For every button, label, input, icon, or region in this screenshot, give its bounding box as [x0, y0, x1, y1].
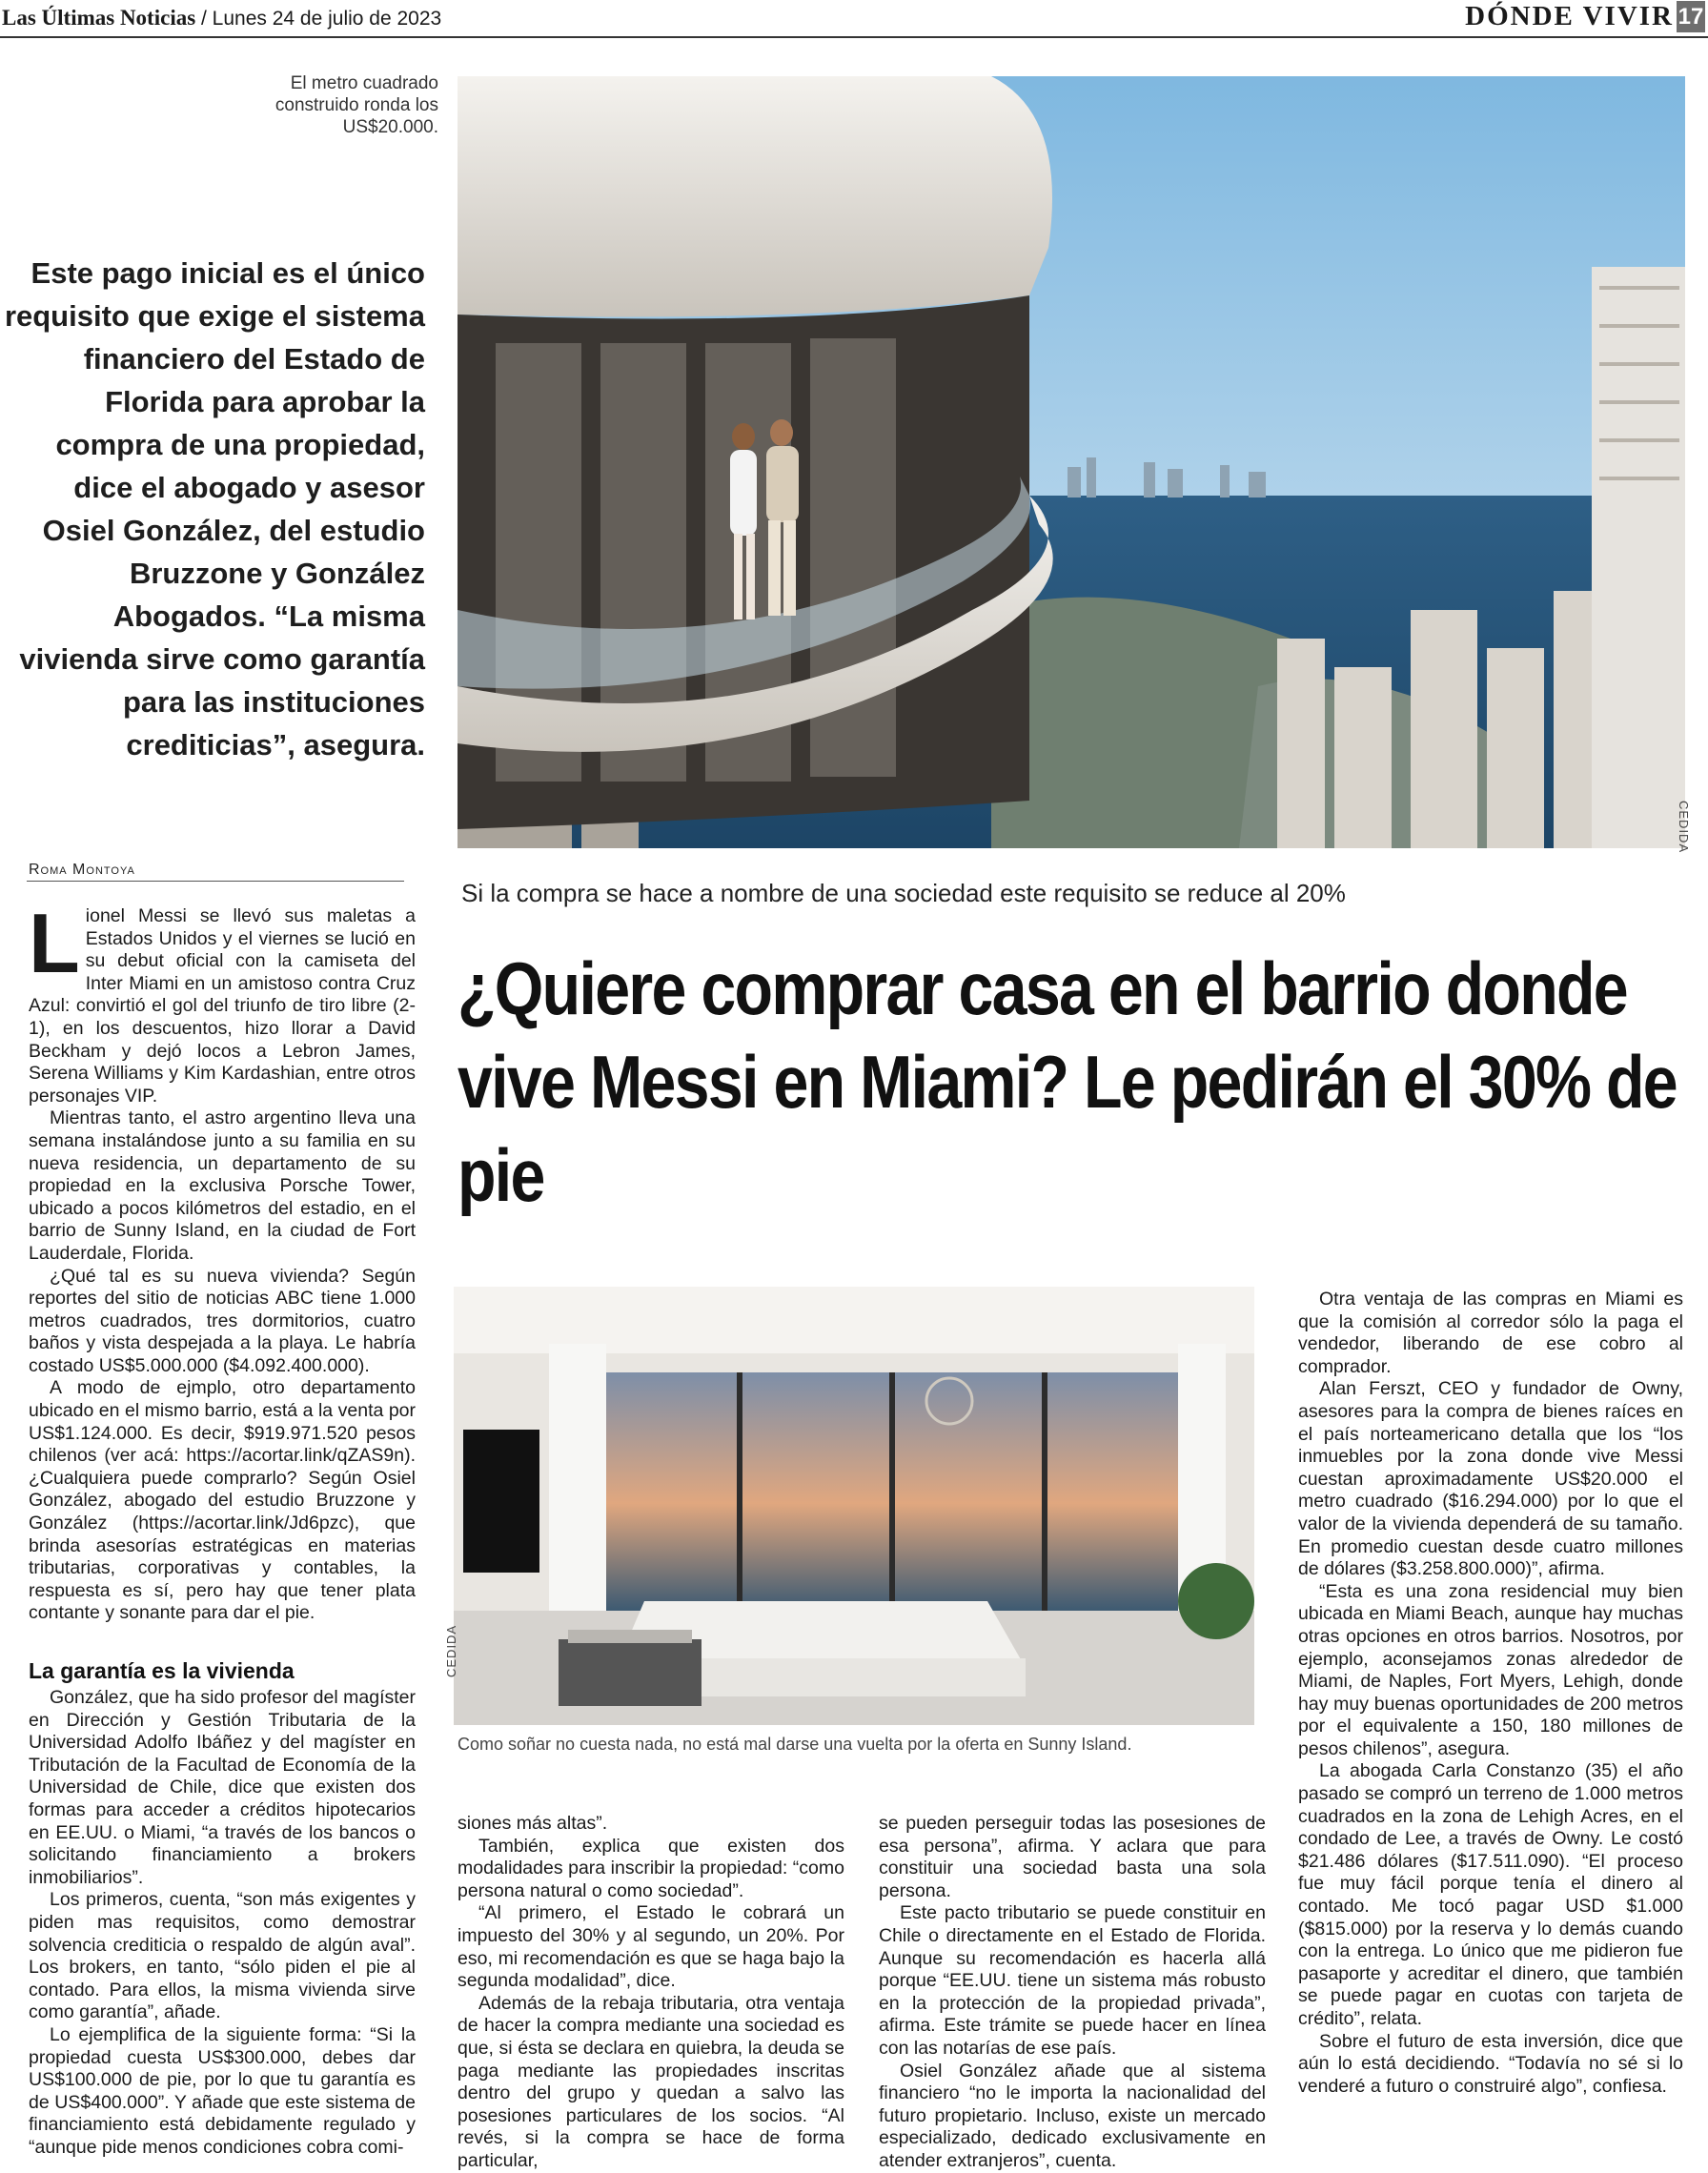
article-column-3	[879, 1813, 1266, 2173]
drop-cap: L	[29, 896, 80, 990]
paragraph: A modo de ejmplo, otro departamento ubicado en el mismo barrio, está a la venta por US$1.124.000. Es decir, $919.971.520 pesos chilenos (ver acá: https://acortar.link/qZAS9n). ¿Cualquiera puede comprarlo? Según Osiel González, abogado del estudio Bruzzone y González (https://acortar.link/Jd6pzc), que brinda asesorías estratégicas en materias tributarias, corporativas y contables, la respuesta es sí, pero hay que tener plata contante y sonante para dar el pie.	[29, 1377, 416, 1624]
article-column-4	[1298, 1289, 1683, 2098]
paragraph: La abogada Carla Constanzo (35) el año pasado se compró un terreno de 1.000 metros cuadrados en la zona de Lehigh Acres, en el condado de Lee, a través de Owny. Le costó $21.486 dólares ($17.511.090). “El proceso fue muy fácil porque tenía el dinero al contado. Me tocó pagar USD $1.000 ($815.000) por la reserva y lo demás cuando con la entrega. Lo único que me pidieron fue pasaporte y acreditar el dinero, que también se puede pagar en cuotas con tarjeta de crédito”, relata.	[1298, 1760, 1683, 2029]
deck: Si la compra se hace a nombre de una sociedad este requisito se reduce al 20%	[461, 879, 1346, 907]
page-number: 17	[1677, 1, 1705, 32]
balcony-illustration	[458, 76, 1685, 848]
paragraph: Otra ventaja de las compras en Miami es que la comisión al corredor sólo la paga el vendedor, liberando de ese cobro al comprador.	[1298, 1289, 1683, 1377]
article-column-1-cont	[29, 1687, 416, 2159]
paragraph: se pueden perseguir todas las posesiones de esa persona”, afirma. Y aclara que para constituir una sociedad basta una sola persona.	[879, 1813, 1266, 1901]
paragraph: Lo ejemplifica de la siguiente forma: “Si la propiedad cuesta US$300.000, debes dar US$100.000 de pie, por lo que tu garantía es de US$400.000”. Y añade que este sistema de financiamiento está debidamente regulado y “aunque pide menos condiciones cobra comi-	[29, 2023, 416, 2158]
paragraph: Además de la rebaja tributaria, otra ventaja de hacer la compra mediante una sociedad es que, si ésta se declara en quiebra, la deuda se paga mediante las propiedades inscritas dentro del grupo y quedan a salvo las posesiones particulares de los socios. “Al revés, si la compra se hace de forma particular,	[458, 1992, 844, 2171]
paragraph: González, que ha sido profesor del magíster en Dirección y Gestión Tributaria de la Universidad Adolfo Ibáñez y del magíster en Tributación de la Facultad de Economía de la Universidad de Chile, dice que existen dos formas para acceder a créditos hipotecarios en EE.UU. o Miami, “a través de los bancos o solicitando financiamiento a brokers inmobiliarios”.	[29, 1687, 416, 1888]
paragraph: “Al primero, el Estado le cobrará un impuesto del 30% y al segundo, un 20%. Por eso, mi recomendación es que se haga bajo la segunda modalidad”, dice.	[458, 1902, 844, 1992]
subheading: La garantía es la vivienda	[29, 1658, 295, 1683]
paragraph: Sobre el futuro de esta inversión, dice que aún lo está decidiendo. “Todavía no sé si lo venderé a futuro o construiré algo”, confiesa.	[1298, 2030, 1683, 2097]
paragraph: También, explica que existen dos modalidades para inscribir la propiedad: “como persona natural o como sociedad”.	[458, 1835, 844, 1901]
headline: ¿Quiere comprar casa en el barrio donde vive Messi en Miami? Le pedirán el 30% de pie	[458, 946, 1677, 1217]
paragraph: Alan Ferszt, CEO y fundador de Owny, asesores para la compra de bienes raíces en el país norteamericano detalla que los “los inmuebles por la zona donde vive Messi cuestan aproximadamente US$20.000 el metro cuadrado ($16.294.000) por lo que el valor de la vivienda dependerá de su tamaño. En promedio cuestan desde cuatro millones de dólares ($3.258.800.000)”, afirma.	[1298, 1378, 1683, 1580]
article-column-2	[458, 1813, 844, 2173]
paragraph: Osiel González añade que al sistema financiero “no le importa la nacionalidad del futuro propietario. Incluso, existe un mercado especializado, dedicado exclusivamente en atender extranjeros”, cuenta.	[879, 2060, 1266, 2171]
newspaper-name: Las Últimas Noticias	[2, 6, 196, 30]
photo-credit-interior: CEDIDA	[444, 1624, 458, 1677]
photo-caption-top: El metro cuadrado construido ronda los US$20.000.	[274, 73, 438, 137]
paragraph: siones más altas”.	[458, 1813, 608, 1834]
living-room-photo	[454, 1287, 1254, 1725]
paragraph: “Esta es una zona residencial muy bien ubicada en Miami Beach, aunque hay muchas otras opciones en otros barrios. Nosotros, por ejemplo, aconsejamos zonas alrededor de Miami, de Naples, Fort Myers, Lehigh, donde hay muy buenas oportunidades de 200 metros por el equivalente a 150, 180 millones de pesos chilenos”, asegura.	[1298, 1580, 1683, 1759]
paragraph: Los primeros, cuenta, “son más exigentes y piden mas requisitos, como demostrar solvencia crediticia o respaldo de algún aval”. Los brokers, en tanto, “sólo piden el pie al contado. Para ellos, la misma vivienda sirve como garantía”, añade.	[29, 1889, 416, 2023]
photo-caption-interior: Como soñar no cuesta nada, no está mal darse una vuelta por la oferta en Sunny Island.	[458, 1735, 1132, 1754]
masthead	[2, 6, 441, 30]
section-title: DÓNDE VIVIR	[1465, 1, 1674, 31]
living-room-illustration	[454, 1287, 1254, 1725]
header-rule	[0, 36, 1708, 38]
paragraph: ¿Qué tal es su nueva vivienda? Según reportes del sitio de noticias ABC tiene 1.000 metros cuadrados, tres dormitorios, cuatro baños y vista despejada a la playa. Le habría costado US$5.000.000 ($4.092.400.000).	[29, 1265, 416, 1376]
paragraph: Este pacto tributario se puede constituir en Chile o directamente en el Estado de Florida. Aunque su recomendación es hacerla allá porque “EE.UU. tiene un sistema más robusto en la protección de la propiedad privada”, afirma. Este trámite se puede hacer en línea con las notarías de ese país.	[879, 1902, 1266, 2059]
photo-credit-top: CEDIDA	[1677, 801, 1691, 854]
byline-rule	[27, 881, 404, 882]
byline: Roma Montoya	[29, 862, 135, 878]
lead-paragraph: Lionel Messi se llevó sus maletas a Estados Unidos y el viernes se lució en su debut oficial con la camiseta del Inter Miami en un amistoso contra Cruz Azul: convirtió el gol del triunfo de tiro libre (2-1), en los descuentos, hizo llorar a David Beckham y dejó locos a Lebron James, Serena Williams y Kim Kardashian, entre otros personajes VIP.	[29, 896, 416, 1107]
balcony-photo	[458, 76, 1685, 848]
paragraph: Mientras tanto, el astro argentino lleva una semana instalándose junto a su familia en su nueva residencia, un departamento de su propiedad en la exclusiva Porsche Tower, ubicado a pocos kilómetros del estadio, en el barrio de Sunny Island, en la ciudad de Fort Lauderdale, Florida.	[29, 1107, 416, 1264]
issue-date: / Lunes 24 de julio de 2023	[195, 8, 442, 30]
article-column-1	[29, 896, 416, 1625]
pull-quote: Este pago inicial es el único requisito que exige el sistema financiero del Estado de Florida para aprobar la compra de una propiedad, dice el abogado y asesor Osiel González, del estudio Bruzzone y González Abogados. “La misma vivienda sirve como garantía para las instituciones crediticias”, asegura.	[4, 256, 425, 762]
